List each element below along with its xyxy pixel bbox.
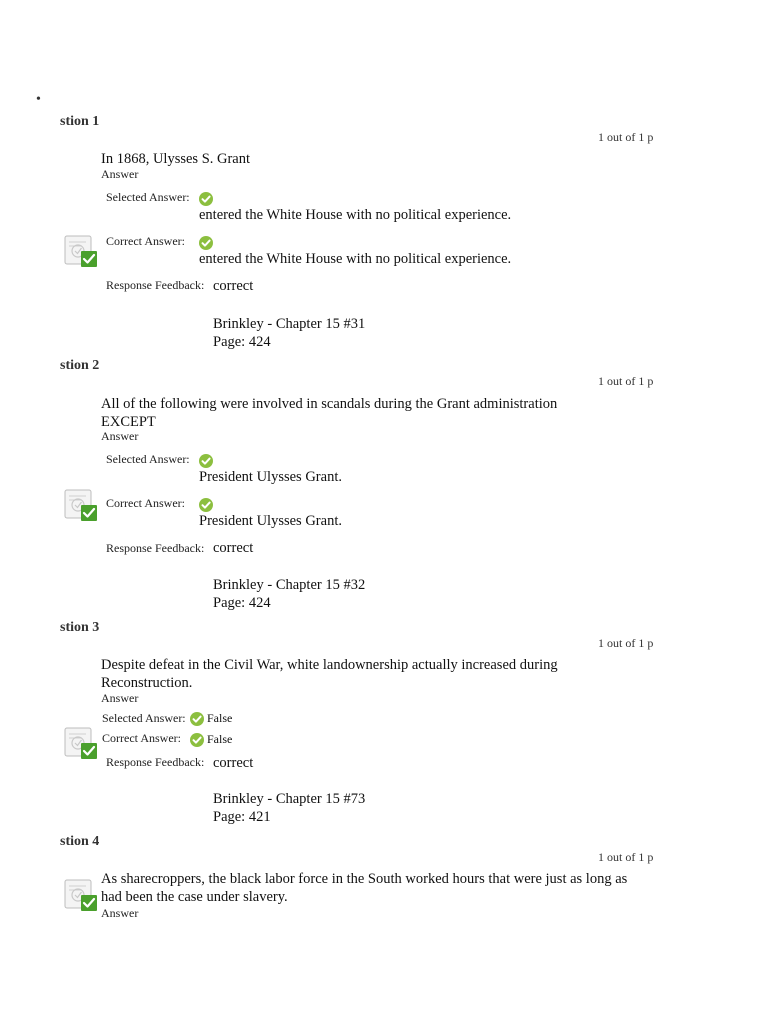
list-bullet: •	[36, 92, 41, 107]
question-heading: stion 4	[60, 834, 100, 849]
correct-answer-label: Correct Answer:	[106, 496, 185, 510]
page-reference: Page: 421	[213, 809, 271, 825]
question-text: All of the following were involved in scandals during the Grant administration EXCEPT	[101, 396, 558, 430]
response-feedback-label: Response Feedback:	[106, 541, 205, 555]
selected-answer-value: False	[207, 711, 233, 725]
selected-answer-label: Selected Answer:	[106, 452, 190, 466]
page-reference: Page: 424	[213, 595, 271, 611]
check-circle-icon	[199, 192, 213, 206]
question-text: As sharecroppers, the black labor force in the South worked hours that were just as long as had been the case under slavery.	[101, 871, 628, 905]
reference-line: Brinkley - Chapter 15 #31	[213, 316, 366, 332]
graded-correct-icon	[64, 726, 98, 760]
check-circle-icon	[199, 498, 213, 512]
graded-correct-icon	[64, 488, 98, 522]
check-circle-icon	[199, 454, 213, 468]
question-text: In 1868, Ulysses S. Grant	[101, 151, 251, 167]
correct-answer-value: entered the White House with no political experience.	[199, 251, 512, 267]
question-heading: stion 3	[60, 620, 100, 635]
selected-answer-row	[190, 711, 232, 726]
correct-answer-value: President Ulysses Grant.	[199, 513, 342, 529]
selected-answer-value: President Ulysses Grant.	[199, 469, 342, 485]
graded-correct-icon	[64, 878, 98, 912]
question-points: 1 out of 1 p	[598, 636, 654, 650]
response-feedback-value: correct	[213, 278, 254, 294]
question-heading: stion 2	[60, 358, 100, 373]
answer-label: Answer	[101, 906, 139, 920]
correct-answer-value: False	[207, 732, 233, 746]
answer-label: Answer	[101, 691, 139, 705]
check-circle-icon	[199, 236, 213, 250]
correct-answer-label: Correct Answer:	[106, 234, 185, 248]
graded-correct-icon	[64, 234, 98, 268]
response-feedback-label: Response Feedback:	[106, 755, 205, 769]
correct-answer-row	[190, 732, 232, 747]
selected-answer-label: Selected Answer:	[106, 190, 190, 204]
question-points: 1 out of 1 p	[598, 374, 654, 388]
check-circle-icon	[190, 712, 204, 726]
selected-answer-value: entered the White House with no political experience.	[199, 207, 512, 223]
response-feedback-value: correct	[213, 755, 254, 771]
answer-label: Answer	[101, 429, 139, 443]
question-heading: stion 1	[60, 114, 100, 129]
reference-line: Brinkley - Chapter 15 #32	[213, 577, 366, 593]
selected-answer-label: Selected Answer:	[102, 711, 186, 725]
response-feedback-label: Response Feedback:	[106, 278, 205, 292]
question-text: Despite defeat in the Civil War, white landownership actually increased during Reconstruction.	[101, 657, 558, 691]
check-circle-icon	[190, 733, 204, 747]
reference-line: Brinkley - Chapter 15 #73	[213, 791, 366, 807]
question-points: 1 out of 1 p	[598, 850, 654, 864]
correct-answer-label: Correct Answer:	[102, 731, 181, 745]
response-feedback-value: correct	[213, 540, 254, 556]
question-points: 1 out of 1 p	[598, 130, 654, 144]
page-reference: Page: 424	[213, 334, 271, 350]
answer-label: Answer	[101, 167, 139, 181]
